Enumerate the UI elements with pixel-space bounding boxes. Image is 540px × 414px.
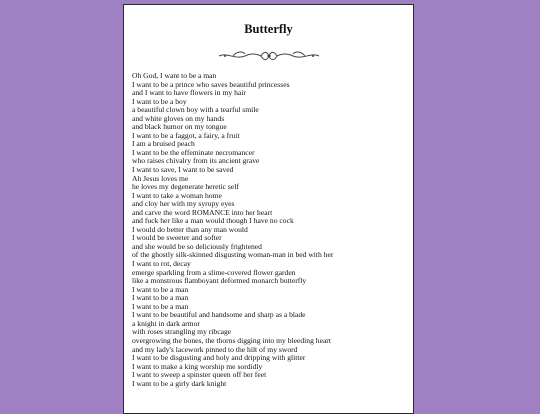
poem-line: I am a bruised peach: [132, 139, 195, 149]
flourish-divider-icon: [217, 49, 321, 63]
poem-line: I want to be a man: [132, 301, 189, 311]
poem-line: a beautiful clown boy with a tearful smile: [132, 105, 259, 115]
poem-line: I want to be a girly dark knight: [132, 378, 227, 388]
poem-line: I want to sweep a spinster queen off her feet: [132, 370, 267, 380]
poem-line: of the ghostly silk-skinned disgusting woman-man in bed with her: [132, 250, 334, 260]
poem-line: overgrowing the bones, the thorns digging into my bleeding heart: [132, 335, 331, 345]
poem-body: [132, 72, 409, 388]
poem-line: and black humor on my tongue: [132, 122, 227, 132]
poem-line: emerge sparkling from a slime-covered flower garden: [132, 267, 296, 277]
poem-line: and carve the word ROMANCE into her heart: [132, 207, 273, 217]
poem-line: Ah Jesus loves me: [132, 173, 189, 183]
poem-line: like a monstrous flamboyant deformed monarch butterfly: [132, 276, 307, 286]
poem-line: with roses strangling my ribcage: [132, 327, 232, 337]
poem-line: I want to be a man: [132, 293, 189, 303]
poem-line: I want to rot, decay: [132, 259, 191, 269]
poem-line: I want to take a woman home: [132, 190, 222, 200]
poem-line: and my lady's lacework pinned to the hilt of my sword: [132, 344, 298, 354]
poem-line: and she would be so deliciously frightened: [132, 241, 262, 251]
poem-line: who raises chivalry from its ancient grave: [132, 156, 260, 166]
poem-line: I want to be a prince who saves beautiful princesses: [132, 79, 290, 89]
poem-line: and I want to have flowers in my hair: [132, 88, 246, 98]
poem-line: I would be sweeter and softer: [132, 233, 222, 243]
poem-line: I want to be a man: [132, 284, 189, 294]
poem-line: I want to be a boy: [132, 96, 187, 106]
poem-line: a knight in dark armor: [132, 318, 200, 328]
poem-line: I want to make a king worship me sordidly: [132, 361, 263, 371]
poem-line: I would do better than any man would: [132, 224, 248, 234]
poem-line: I want to be a faggot, a fairy, a fruit: [132, 130, 240, 140]
poem-line: I want to be beautiful and handsome and sharp as a blade: [132, 310, 306, 320]
poem-line: and fuck her like a man would though I have no cock: [132, 216, 294, 226]
poem-page: [123, 4, 414, 414]
poem-line: Oh God, I want to be a man: [132, 71, 217, 80]
poem-line: and cloy her with my syrupy eyes: [132, 199, 235, 209]
poem-line: I want to be disgusting and holy and dripping with glitter: [132, 353, 306, 363]
poem-line: I want to be the effeminate necromancer: [132, 147, 255, 157]
poem-line: he loves my degenerate heretic self: [132, 182, 239, 192]
poem-title: Butterfly: [244, 22, 293, 36]
poem-line: and white gloves on my hands: [132, 113, 225, 123]
poem-line: I want to save, I want to be saved: [132, 165, 234, 175]
